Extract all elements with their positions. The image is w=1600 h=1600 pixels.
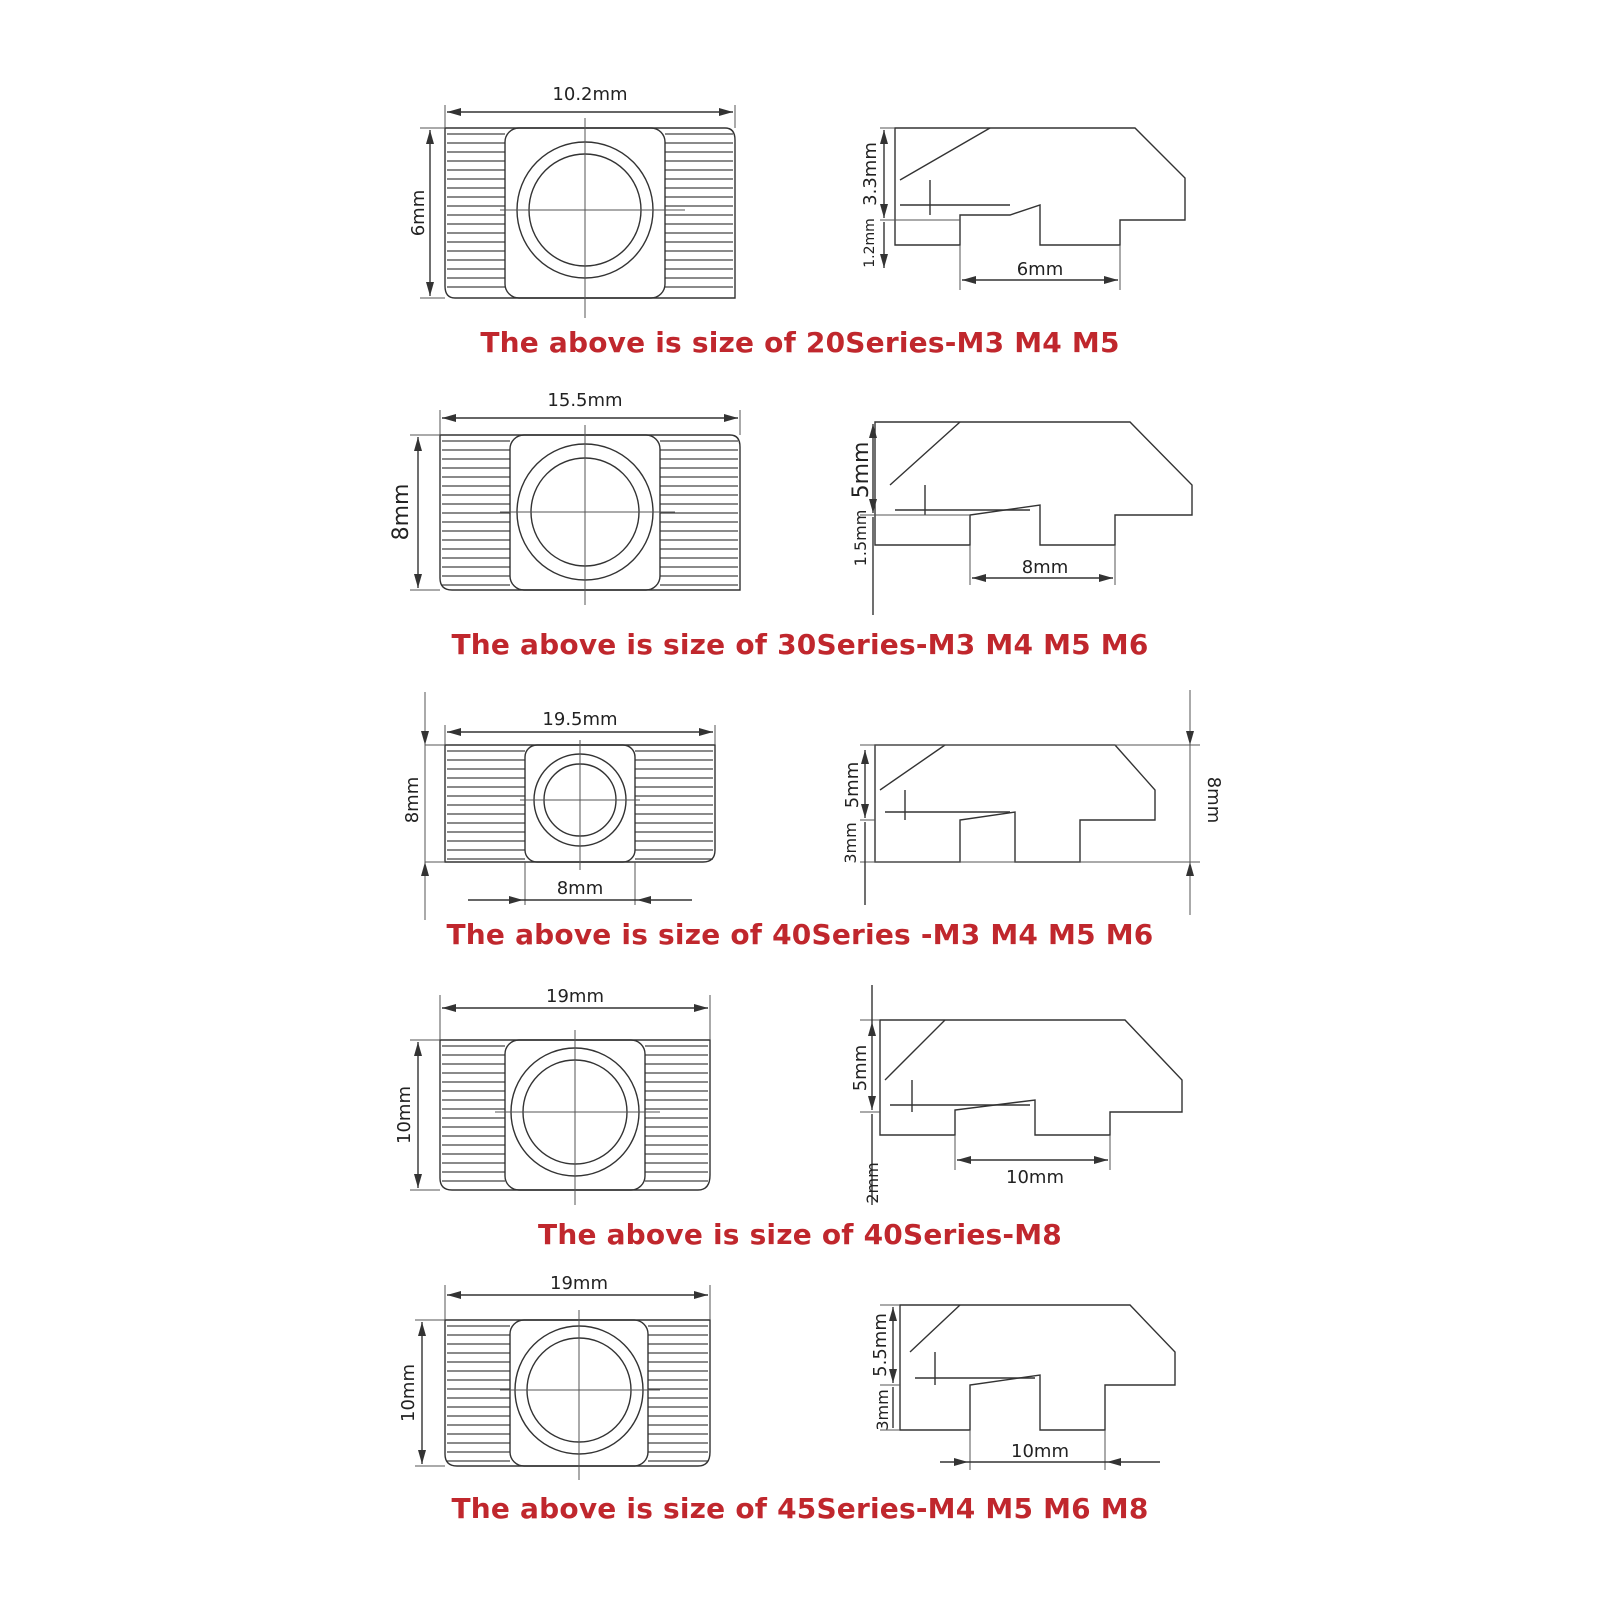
side-upper-label: 5mm — [842, 761, 863, 809]
top-height-label: 8mm — [402, 776, 423, 824]
caption-40-series: The above is size of 40Series -M3 M4 M5 M6 — [446, 918, 1154, 951]
top-width-label: 19.5mm — [542, 709, 618, 730]
side-lower-label: 1.2mm — [862, 218, 878, 268]
side-total-label: 8mm — [1203, 776, 1224, 824]
side-base-label: 6mm — [1016, 259, 1064, 280]
side-upper-label: 5mm — [850, 1044, 871, 1092]
top-width-label: 15.5mm — [547, 390, 623, 411]
side-upper-label: 3.3mm — [860, 142, 881, 206]
caption-30-series: The above is size of 30Series-M3 M4 M5 M6 — [451, 628, 1149, 661]
top-height-label: 10mm — [394, 1086, 415, 1144]
top-width-label: 19mm — [546, 986, 604, 1007]
top-view-45 — [415, 1285, 710, 1480]
top-width-label: 19mm — [550, 1273, 608, 1294]
top-width-label: 10.2mm — [552, 84, 628, 105]
side-base-label: 8mm — [1021, 557, 1069, 578]
side-upper-label: 5mm — [849, 441, 874, 499]
caption-40-series-m8: The above is size of 40Series-M8 — [538, 1218, 1062, 1251]
side-lower-label: 3mm — [873, 1389, 892, 1431]
side-upper-label: 5.5mm — [870, 1313, 891, 1377]
top-height-label: 8mm — [389, 483, 414, 541]
caption-45-series: The above is size of 45Series-M4 M5 M6 M8 — [451, 1492, 1149, 1525]
side-base-label: 10mm — [1006, 1167, 1064, 1188]
side-lower-label: 3mm — [841, 822, 860, 864]
side-base-label: 10mm — [1011, 1441, 1069, 1462]
top-height-label: 6mm — [408, 189, 429, 237]
top-height-label: 10mm — [398, 1364, 419, 1422]
side-lower-label: 2mm — [863, 1162, 882, 1204]
caption-20-series: The above is size of 20Series-M3 M4 M5 — [480, 326, 1120, 359]
top-inner-label: 8mm — [556, 878, 604, 899]
side-lower-label: 1.5mm — [851, 509, 870, 567]
